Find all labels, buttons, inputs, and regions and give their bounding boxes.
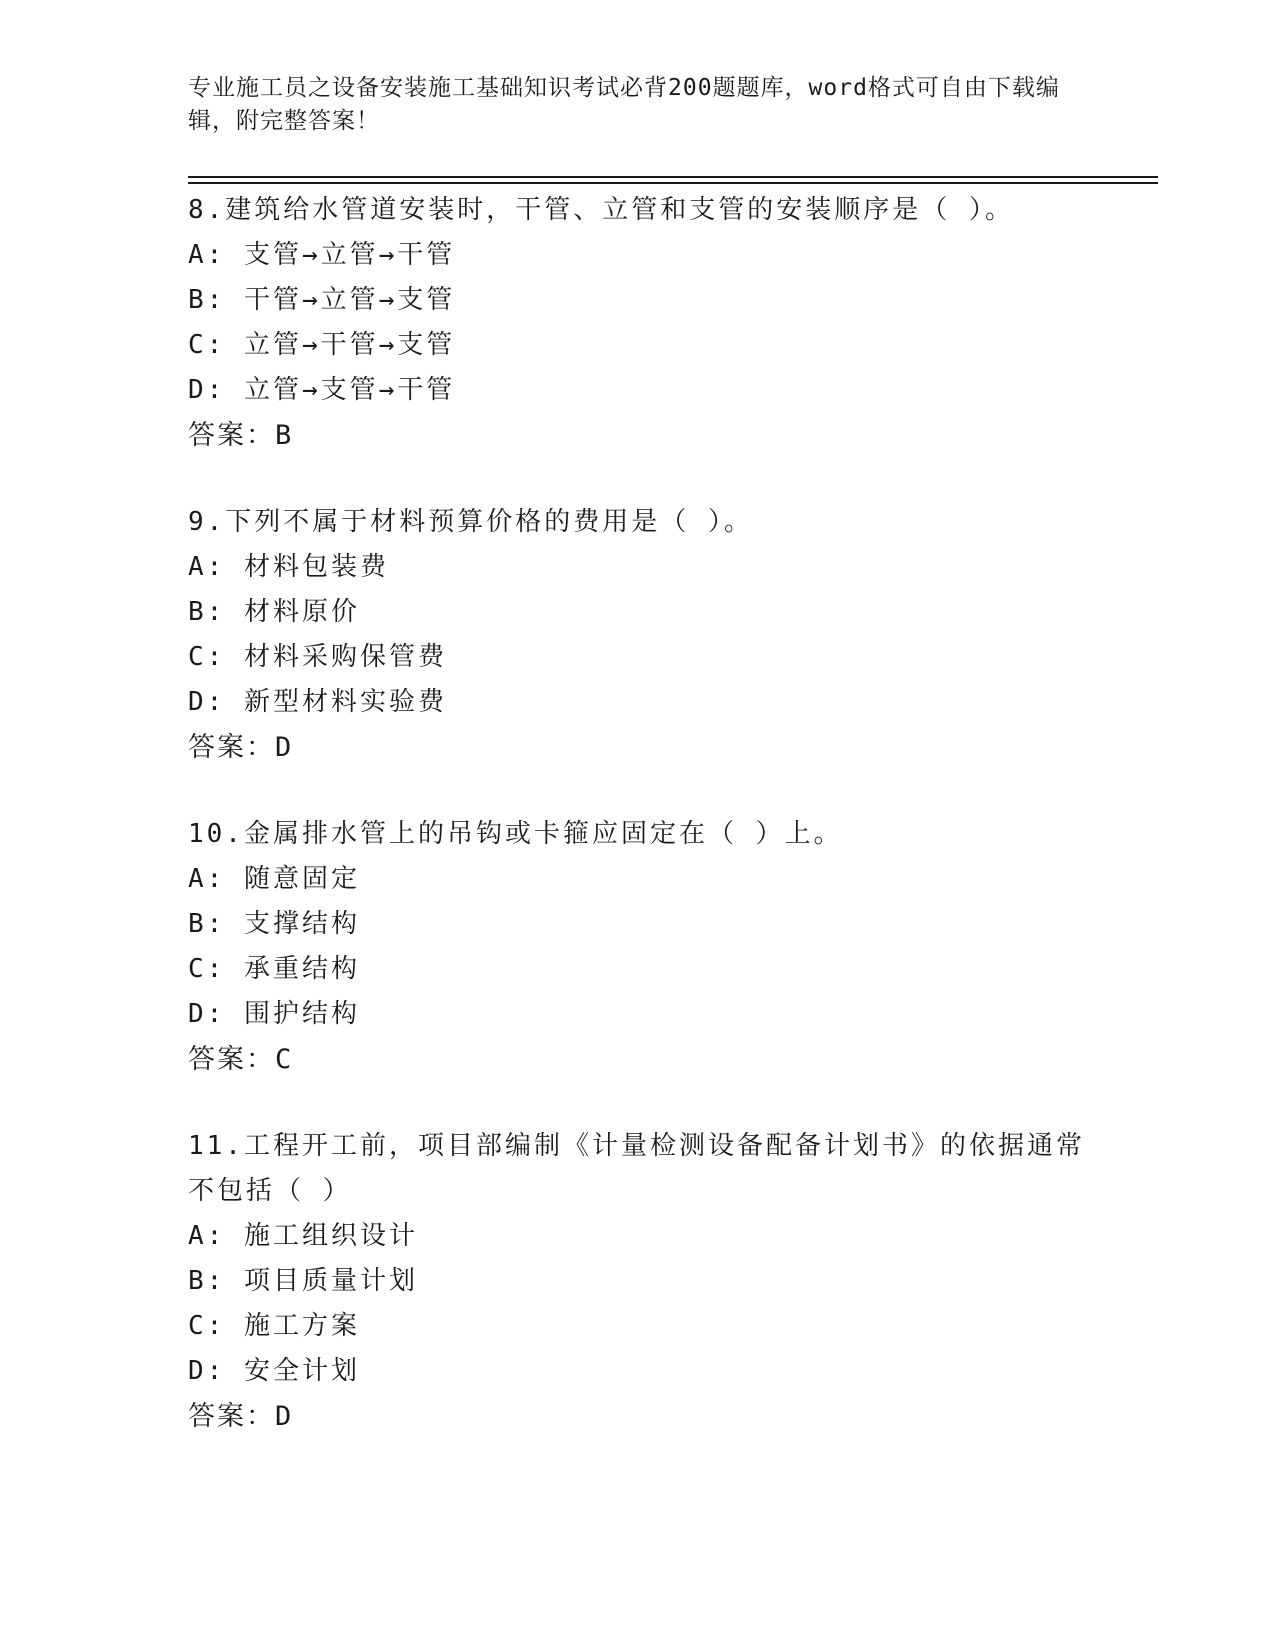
option-d: D: 围护结构	[188, 999, 360, 1029]
option-a: A: 支管→立管→干管	[188, 240, 456, 270]
option-b: B: 项目质量计划	[188, 1266, 418, 1296]
answer: 答案：B	[188, 420, 294, 451]
header-divider-bottom	[188, 182, 1158, 184]
option-d: D: 新型材料实验费	[188, 687, 447, 717]
option-c: C: 立管→干管→支管	[188, 330, 456, 360]
option-d: D: 立管→支管→干管	[188, 375, 456, 405]
question-list	[188, 188, 1088, 1481]
option-b: B: 材料原价	[188, 597, 360, 627]
question-stem: 10.金属排水管上的吊钩或卡箍应固定在（ ）上。	[188, 819, 843, 849]
option-a: A: 施工组织设计	[188, 1221, 418, 1251]
answer: 答案：D	[188, 732, 294, 763]
option-a: A: 材料包装费	[188, 552, 389, 582]
document-header: 专业施工员之设备安装施工基础知识考试必背200题题库，word格式可自由下载编辑，附完整答案！	[188, 75, 1060, 134]
answer: 答案：C	[188, 1044, 294, 1075]
question-11	[188, 1124, 1088, 1439]
option-c: C: 材料采购保管费	[188, 642, 447, 672]
question-9	[188, 500, 1088, 770]
question-10	[188, 812, 1088, 1082]
question-stem: 9.下列不属于材料预算价格的费用是（ ）。	[188, 507, 753, 537]
option-b: B: 支撑结构	[188, 909, 360, 939]
option-c: C: 承重结构	[188, 954, 360, 984]
answer: 答案：D	[188, 1401, 294, 1432]
option-a: A: 随意固定	[188, 864, 360, 894]
option-d: D: 安全计划	[188, 1356, 360, 1386]
header-divider-top	[188, 176, 1158, 178]
option-c: C: 施工方案	[188, 1311, 360, 1341]
question-8	[188, 188, 1088, 458]
question-stem: 11.工程开工前，项目部编制《计量检测设备配备计划书》的依据通常不包括（ ）	[188, 1131, 1085, 1206]
option-b: B: 干管→立管→支管	[188, 285, 456, 315]
question-stem: 8.建筑给水管道安装时，干管、立管和支管的安装顺序是（ ）。	[188, 195, 1014, 225]
